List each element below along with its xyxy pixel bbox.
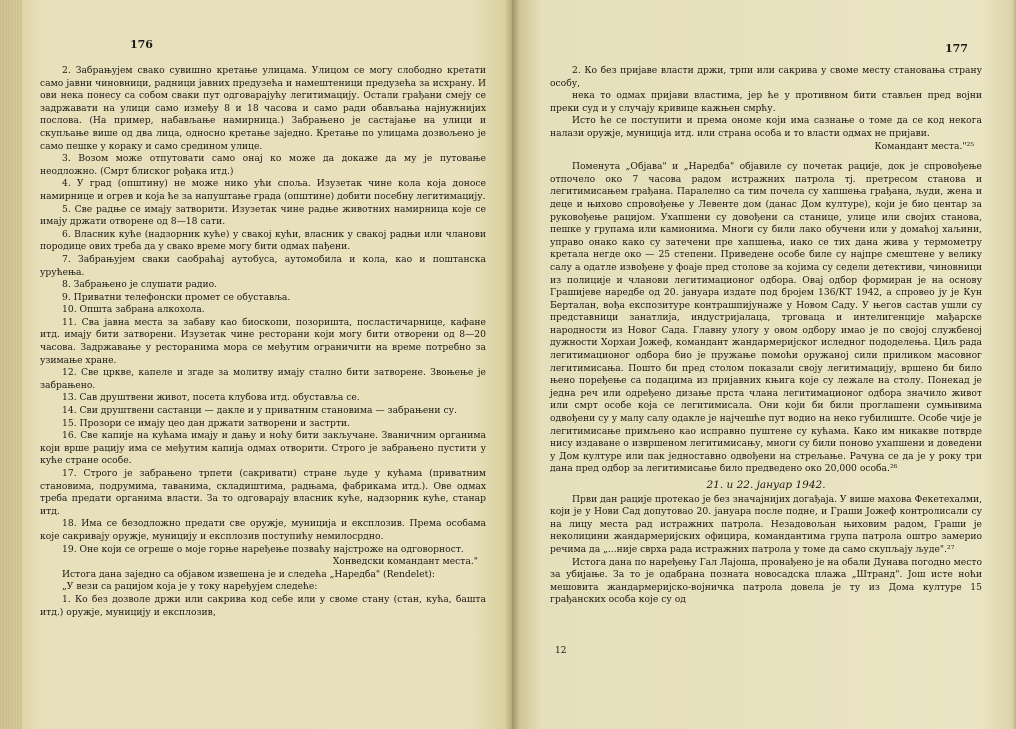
- paragraph: 4. У град (општину) не може нико ући споља. Изузетак чине кола која доносе намирнице и огрев и која ће за напуштање града (општине) добити посебну легитимацију.: [40, 178, 486, 202]
- paragraph: 15. Прозори се имају цео дан држати затворени и застрти.: [62, 417, 350, 429]
- section-heading: 21. и 22. јануар 1942.: [706, 479, 826, 491]
- paragraph: Први дан рације протекао је без значајнијих догађаја. У више махова Фекетехалми, који је у Нови Сад допутовао 20. јануара после подне, и Граши Јожеф контролисали су на лицу места рад истражних патрола. Незадовољан њиховим радом, Граши је неколицини жандармеријских официра, командантима група патрола оштро замерио речима да „...није сврха рада истражних патрола у томе да само скупљају људе".²⁷: [550, 493, 983, 555]
- paragraph: Исто ће се поступити и према ономе који има сазнање о томе да се код некога налази оружје, муниција итд. или страна особа и то власти одмах не пријави.: [550, 115, 982, 139]
- signature: Хонведски командант места.": [332, 556, 478, 568]
- paragraph: 5. Све радње се имају затворити. Изузетак чине радње животних намирница које се имају држати отворене од 8—18 сати.: [40, 203, 486, 228]
- page-number-left: 176: [130, 38, 153, 51]
- paragraph: 14. Сви друштвени састанци — дакле и у приватним становима — забрањени су.: [62, 405, 457, 417]
- paragraph: Истога дана по наређењу Гал Лајоша, пронађено је на обали Дунава погодно место за убијање. За то је одабрана позната новосадска плажа „Штранд". Још исте ноћи мешовита жандармеријско-војничка патрола довела је ту из Дома културе 15 грађанских особа које су од: [550, 556, 982, 606]
- paragraph: 9. Приватни телефонски промет се обуставља.: [62, 291, 291, 303]
- paragraph: 2. Забрањујем свако сувишно кретање улицама. Улицом се могу слободно кретати само јавни чиновници, радници јавних предузећа и намештеници предузећа за исхрану. И ови нека понесу са собом сваки пут одговарајућу легитимацију. Остали грађани смеју се задржавати на улици само између 8 и 18 часова и само ради обављања најнужнијих послова. (На пример, набављање намирница.) Забрањено је састајање на улици и скупљање више од два лица, односно кретање заједно. Кретање по улицама дозвољено је само пешке у кораку и само средином улице.: [40, 65, 486, 152]
- paragraph: 13. Сав друштвени живот, посета клубова итд. обуставља се.: [62, 392, 360, 404]
- page-number-right: 177: [945, 42, 968, 55]
- paragraph: 17. Строго је забрањено трпети (сакривати) стране људе у кућама (приватним становима, подрумима, таванима, складиштима, радњама, фабрикама итд.). Ове одмах треба предати органима власти. За то одговарају власник куће, надзорник куће, станар итд.: [40, 468, 486, 517]
- paragraph: Истога дана заједно са објавом извешена је и следећа „Наредба" (Rendelet):: [62, 568, 435, 580]
- paragraph: 18. Има се безодложно предати све оружје, муниција и експлозив. Према особама које сакривају оружје, муницију и експлозив поступићу немилосрдно.: [40, 518, 486, 542]
- right-page-text: [550, 65, 982, 607]
- paragraph: 8. Забрањено је слушати радио.: [62, 279, 218, 291]
- signature-mark: 12: [555, 646, 567, 656]
- paragraph: 19. Оне који се огреше о моје горње наређење позваћу најстроже на одговорност.: [62, 543, 464, 555]
- signature: Командант места."²⁵: [874, 140, 974, 152]
- left-page-text: [40, 65, 486, 619]
- paragraph: 6. Власник куће (надзорник куће) у свакој кући, власник у свакој радњи или чланови породице ових треба да у свако време могу бити одмах пађени.: [40, 228, 486, 253]
- paragraph: 7. Забрањујем сваки саобраћај аутобуса, аутомобила и кола, као и поштанска урућења.: [40, 253, 486, 278]
- page-edges: [0, 0, 22, 729]
- paragraph: Поменута „Објава" и „Наредба" објавиле су почетак рације, док је спровођење отпочело око 7 часова радом истражних патрола тј. претресом станова и легитимисањем грађана. Паралелно са тим почела су хапшења грађана, људи, жена и деце и њихово спровођење у Левенте дом (данас Дом културе), који је био центар за руковођење рацијом. Ухапшени су довођени са станице, улице или својих станова, пешке у групама или камионима. Многи су били лако обучени или у домаћој хаљини, управо онако како су затечени пре хапшења, иако се тих дана жива у термометру кретала негде око — 25 степени. Приведене особе биле су најпре смештене у велику салу а одатле извођене у фоаје пред столове за којима су седели детективи, чиновници из полиције и чланови легитимационог одбора. Овај одбор формиран је на основу Грашијеве наредбе од 20. јануара издате под бројем 136/КТ 1942, а спровео ју је Кун Берталан, вођа експозитуре контрашпијунаже у Новом Саду. У његов састав ушли су представници занатлија, индустријалаца, трговаца и интелигенције мађарске народности из Новог Сада. Главну улогу у овом одбору имао је по својој службеној дужности Хорхаи Јожеф, командант жандармеријског иследног пододелења. Циљ рада легитимационог одбора био је пружање помоћи оружаној сили приликом масовног легитимисања. Пошто би пред столом показали своју легитимацију, вршено би било њено поређење са подацима из пријавних књига које су лежале на столу. Понекад је једна реч или одређено дизање прста члана легитимационог одбора значило живот или смрт особе која се легитимисала. Они који би били проглашени сумњивима одвођени су у малу салу одакле је најчешће пут водио на неко губилиште. Особе чије је легитимисање примљено као исправно пуштене су кућама. Како им никакве потврде нису издаване о извршеном легитимисању, многи су били поново ухапшени и доведени у Дом културе или пак једноставно одвођени на стрељање. Рачуна се да је у року три дана пред одбор за легитимисање било предведено око 20,000 особа.²⁶: [550, 161, 982, 475]
- paragraph: 10. Општа забрана алкохола.: [62, 304, 205, 316]
- paragraph: „У вези са рацијом која је у току наређујем следеће:: [62, 581, 318, 593]
- paragraph: 11. Сва јавна места за забаву као биоскопи, позоришта, посластичарнице, кафане итд. имају бити затворени. Изузетак чине ресторани који могу бити отворени од 8—20 часова. Задржавање у ресторанима мора се међутим ограничити на време потребно за узимање хране.: [40, 316, 486, 366]
- paragraph: 3. Возом може отпутовати само онај ко може да докаже да му је путовање неодложно. (Смрт блиског рођака итд.): [40, 153, 486, 177]
- paragraph: 16. Све капије на кућама имају и дању и ноћу бити закључане. Званичним органима који врше рацију има се међутим капија одмах отворити. Строго је забрањено пустити у куће стране особе.: [40, 430, 486, 467]
- paragraph: 2. Ко без пријаве власти држи, трпи или сакрива у своме месту становања страну особу,: [550, 65, 982, 89]
- paragraph: 12. Све цркве, капеле и згаде за молитву имају стално бити затворене. Звоњење је забрањено.: [40, 367, 486, 391]
- right-page: [512, 0, 1016, 729]
- paragraph: нека то одмах пријави властима, јер ће у противном бити стављен пред војни преки суд и у случају кривице кажњен смрћу.: [550, 90, 982, 114]
- paragraph: 1. Ко без дозволе држи или сакрива код себе или у своме стану (стан, кућа, башта итд.) оружје, муницију и експлозив,: [40, 593, 486, 618]
